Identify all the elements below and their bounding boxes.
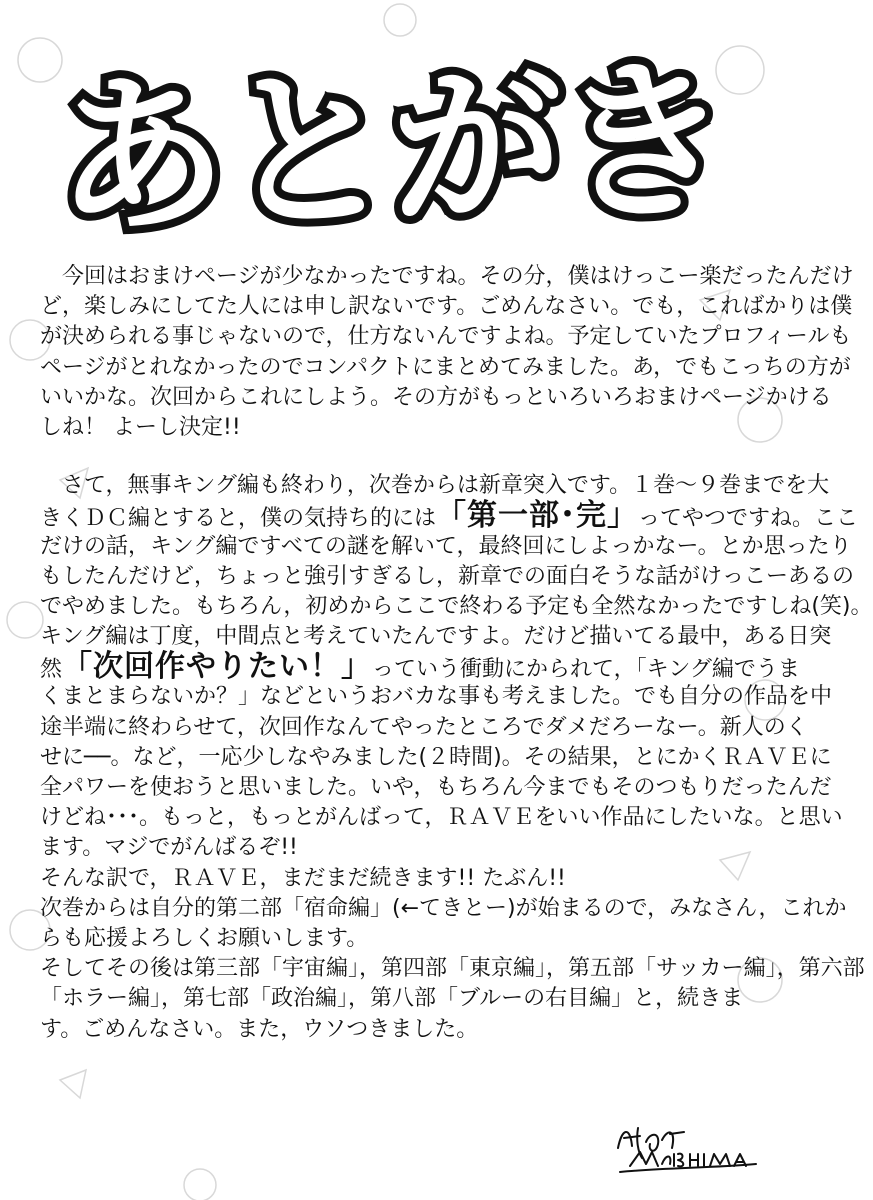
text-line: でやめました。もちろん，初めからここで終わる予定も全然なかったですしね(笑)。 — [40, 593, 873, 619]
text-line: す。ごめんなさい。また，ウソつきました。 — [40, 1016, 479, 1042]
text-line: もしたんだけど，ちょっと強引すぎるし，新章での面白そうな話がけっこーあるの — [40, 563, 855, 589]
text-line: せに──。など，一応少しなやみました(２時間)。その結果，とにかくＲＡＶＥに — [40, 744, 832, 770]
paragraph-1 — [40, 262, 854, 443]
text-line: くまとまらないか？」などというおバカな事も考えました。でも自分の作品を中 — [40, 684, 833, 710]
text-line: ページがとれなかったのでコンパクトにまとめてみました。あ，でもこっちの方が — [40, 354, 851, 380]
text-segment: ってやつですね。ここ — [638, 506, 859, 532]
text-line: しね！ よーし決定!! — [40, 414, 241, 440]
text-line: 今回はおまけページが少なかったですね。その分，僕はけっこー楽だったんだけ — [40, 264, 854, 289]
text-line: ど，楽しみにしてた人には申し訳ないです。ごめんなさい。でも，こればかりは僕 — [40, 294, 853, 320]
text-line: キング編は丁度，中間点と考えていたんですよ。だけど描いてる最中，ある日突 — [40, 624, 832, 650]
text-segment: っていう衝動にかられて，「キング編でうま — [372, 657, 800, 683]
text-line: が決められる事じゃないので，仕方ないんですよね。予定していたプロフィールも — [40, 324, 852, 350]
text-line: 途半端に終わらせて，次回作なんてやったところでダメだろーなー。新人のく — [40, 714, 808, 740]
text-line: 次巻からは自分的第二部「宿命編」(←てきとー)が始まるので，みなさん，これか — [40, 895, 847, 921]
text-line: いいかな。次回からこれにしよう。その方がもっといろいろおまけページかける — [40, 384, 832, 410]
paragraph-gap — [40, 443, 774, 471]
emphasis-text: 「次回作やりたい！」 — [62, 649, 373, 685]
emphasis-text: 「第一部･完」 — [436, 498, 639, 534]
paragraph-2 — [40, 471, 873, 1045]
text-line-with-emphasis — [40, 649, 800, 685]
text-segment: 然 — [40, 657, 63, 683]
text-line-with-emphasis — [40, 498, 859, 534]
text-line: ます。マジでがんばるぞ!! — [40, 835, 298, 861]
text-line: らも応援よろしくお願いします。 — [40, 925, 369, 951]
text-line: 「ホラー編」，第七部「政治編」，第八部「ブルーの右目編」と，続きま — [40, 986, 744, 1012]
text-line: そんな訳で，ＲＡＶＥ，まだまだ続きます!! たぶん!! — [40, 865, 566, 891]
text-line: そしてその後は第三部「宇宙編」，第四部「東京編」，第五部「サッカー編」，第六部 — [40, 956, 865, 982]
author-signature — [610, 1118, 760, 1178]
page-title: あとがき — [52, 40, 730, 259]
text-segment: きくＤＣ編とすると，僕の気持ち的には — [40, 506, 437, 532]
title-block — [52, 40, 735, 260]
text-line: だけの話，キング編ですべての謎を解いて，最終回にしよっかなー。とか思ったり — [40, 533, 852, 559]
text-line: けどね･･･。もっと，もっとがんばって，ＲＡＶＥをいい作品にしたいな。と思い — [40, 805, 843, 831]
text-line: さて，無事キング編も終わり，次巻からは新章突入です。１巻～９巻までを大 — [40, 473, 830, 499]
afterword-body — [40, 262, 873, 1045]
text-line: 全パワーを使おうと思いました。いや，もちろん今までもそのつもりだったんだ — [40, 775, 832, 800]
